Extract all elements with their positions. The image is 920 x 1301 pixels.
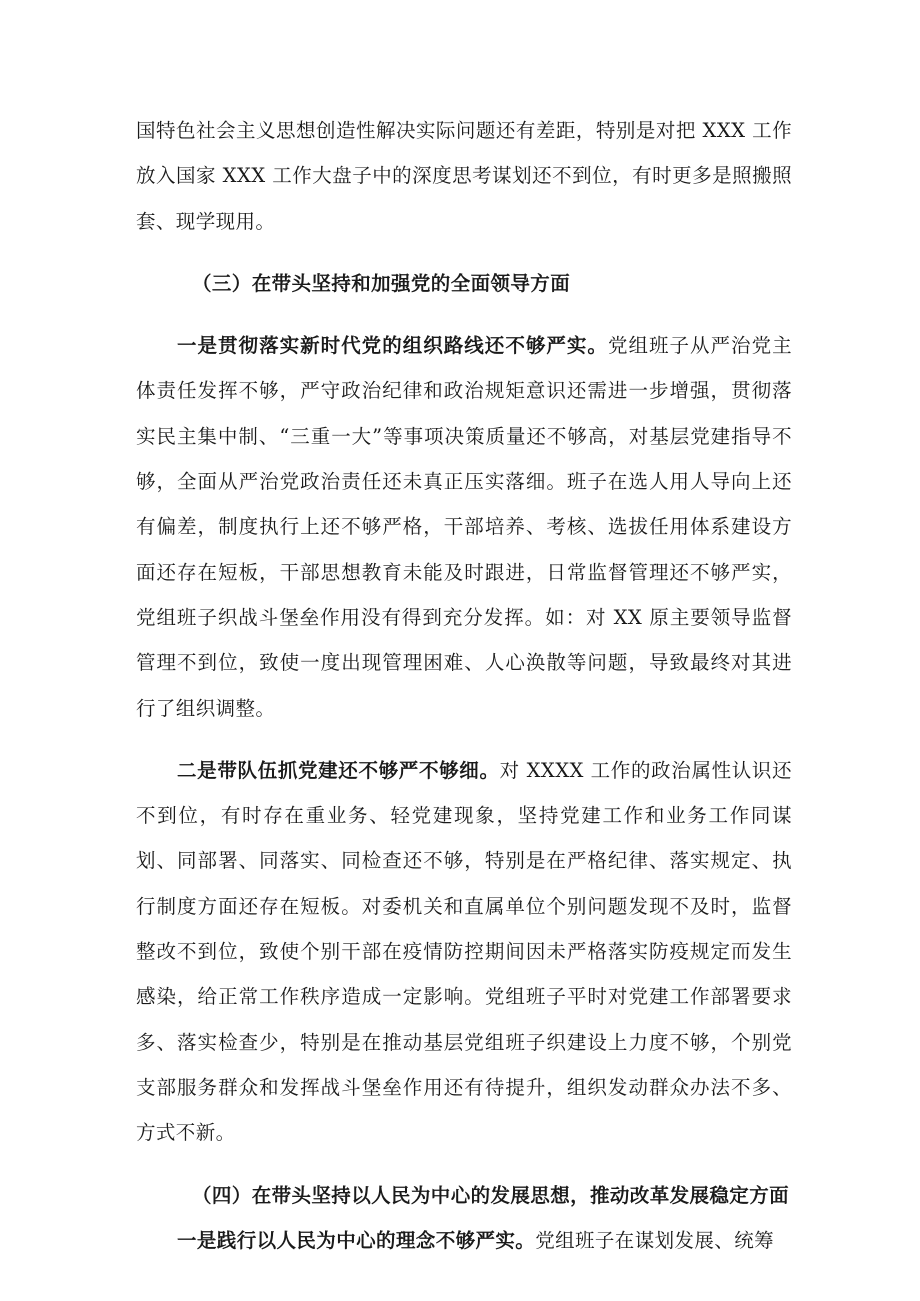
paragraph-body: 对 XXXX 工作的政治属性认识还不到位，有时存在重业务、轻党建现象，坚持党建工作和业务工作同谋划、同部署、同落实、同检查还不够，特别是在严格纪律、落实规定、执行制度方面还存在短板。对委机关和直属单位个别问题发现不及时，监督整改不到位，致使个别干部在疫情防控期间因未严格落实防疫规定而发生感染，给正常工作秩序造成一定影响。党组班子平时对党建工作部署要求多、落实检查少，特别是在推动基层党组班子织建设上力度不够，个别党支部服务群众和发挥战斗堡垒作用还有待提升，组织发动群众办法不多、方式不新。: [136, 758, 792, 1145]
section-heading-4: （四）在带头坚持以人民为中心的发展思想，推动改革发展稳定方面: [192, 1183, 790, 1207]
paragraph-lead: 二是带队伍抓党建还不够严不够细。: [177, 758, 500, 782]
paragraph-continuation: [136, 108, 792, 244]
paragraph-org-line: [136, 323, 792, 731]
paragraph-people-centered: [136, 1218, 792, 1263]
document-page: [136, 108, 792, 1263]
paragraph-body: 党组班子在谋划发展、统筹: [535, 1228, 775, 1252]
section-heading-3: （三）在带头坚持和加强党的全面领导方面: [192, 271, 571, 295]
paragraph-lead: 一是贯彻落实新时代党的组织路线还不够严实。: [177, 334, 608, 358]
paragraph-lead: 一是践行以人民为中心的理念不够严实。: [177, 1228, 536, 1252]
paragraph-text: 国特色社会主义思想创造性解决实际问题还有差距，特别是对把 XXX 工作放入国家 XXX 工作大盘子中的深度思考谋划还不到位，有时更多是照搬照套、现学现用。: [136, 119, 792, 233]
paragraph-body: 党组班子从严治党主体责任发挥不够，严守政治纪律和政治规矩意识还需进一步增强，贯彻落实民主集中制、“三重一大”等事项决策质量还不够高，对基层党建指导不够，全面从严治党政治责任还未真正压实落细。班子在选人用人导向上还有偏差，制度执行上还不够严格，干部培养、考核、选拔任用体系建设方面还存在短板，干部思想教育未能及时跟进，日常监督管理还不够严实，党组班子织战斗堡垒作用没有得到充分发挥。如：对 XX 原主要领导监督管理不到位，致使一度出现管理困难、人心涣散等问题，导致最终对其进行了组织调整。: [136, 334, 792, 720]
paragraph-party-building: [136, 748, 792, 1156]
